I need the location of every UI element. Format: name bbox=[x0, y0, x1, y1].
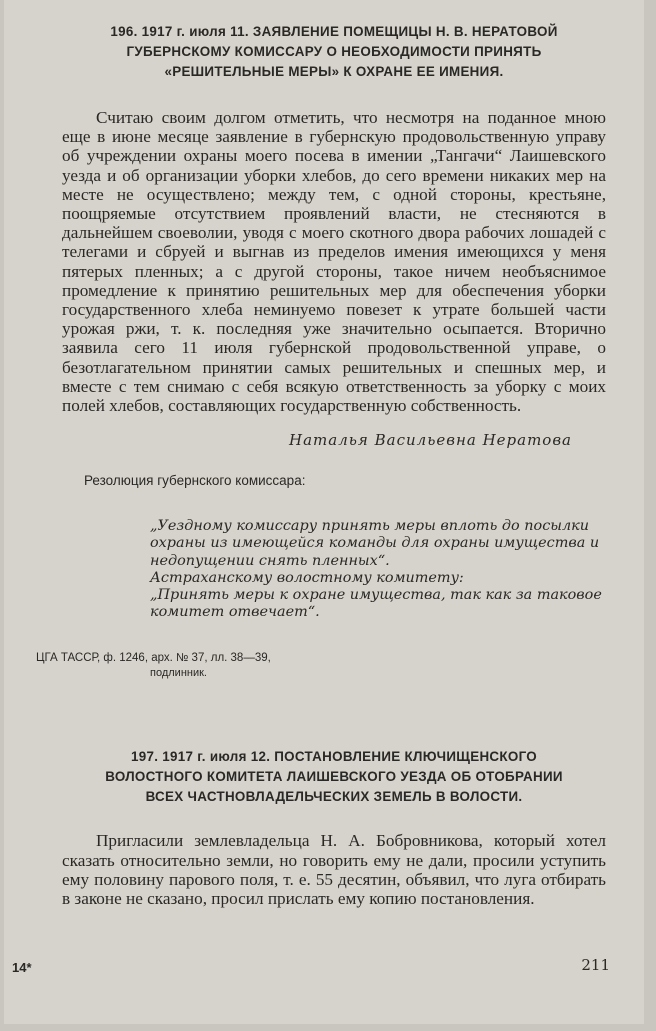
archive-reference bbox=[36, 651, 606, 681]
doc196-body: Считаю своим долгом отметить, что несмотря на поданное мною еще в июне месяце заявление в губернскую продовольственную управу об учреждении охраны моего посева в имении „Тангачи“ Лаишевского уезда и об организации уборки хлебов, до сего времени никаких мер на месте не осуществлено; между тем, с одной стороны, крестьяне, поощряемые отсутствием проявлений власти, не стесняются в дальнейшем своеволии, уводя с моего скотного двора рабочих лошадей с телегами и сбруей и выгнав из пределов имения имеющихся у меня пятерых пленных; а с другой стороны, такое ничем необъяснимое промедление к принятию решительных мер для обеспечения уборки государственного хлеба неминуемо повезет к утрате большей части урожая ржи, т. к. последняя уже значительно осыпается. Вторично заявила сего 11 июля губернской продовольственной управе, о безотлагательном принятии самых решительных и спешных мер, и вместе с тем снимаю с себя всякую ответственность за уборку с моих полей хлебов, составляющих государственную собственность. bbox=[62, 108, 606, 416]
doc197-heading-line: ВСЕХ ЧАСТНОВЛАДЕЛЬЧЕСКИХ ЗЕМЕЛЬ В ВОЛОСТИ. bbox=[145, 789, 523, 805]
doc197-heading bbox=[62, 747, 606, 807]
resolution-line: „Уездному комиссару принять меры вплоть до посылки охраны из имеющейся команды для охраны имущества и недопущении снять пленных“. bbox=[150, 518, 600, 569]
doc196-heading-line: «РЕШИТЕЛЬНЫЕ МЕРЫ» К ОХРАНЕ ЕЕ ИМЕНИЯ. bbox=[164, 64, 504, 79]
resolution-label: Резолюция губернского комиссара: bbox=[84, 473, 306, 489]
document-197 bbox=[62, 747, 606, 908]
doc196-heading-line: ГУБЕРНСКОМУ КОМИССАРУ О НЕОБХОДИМОСТИ ПРИНЯТЬ bbox=[126, 44, 542, 59]
doc196-signature: Наталья Васильевна Нератова bbox=[289, 431, 572, 450]
signature-mark: 14* bbox=[12, 960, 32, 975]
resolution-line: Астраханскому волостному комитету: bbox=[150, 569, 464, 586]
document-page bbox=[4, 0, 644, 1024]
document-196 bbox=[36, 22, 606, 681]
doc196-heading bbox=[62, 22, 606, 82]
page-number: 211 bbox=[581, 956, 610, 974]
doc197-body: Пригласили землевладельца Н. А. Бобровникова, который хотел сказать относительно земли, но говорить ему не дали, просили уступить ему половину парового поля, т. е. 55 десятин, объявил, что луга отбирать в законе не сказано, просил прислать ему копию постановления. bbox=[62, 831, 606, 909]
doc197-heading-line: 197. 1917 г. июля 12. ПОСТАНОВЛЕНИЕ КЛЮЧИЩЕНСКОГО bbox=[130, 749, 538, 765]
archive-line: ЦГА ТАССР, ф. 1246, арх. № 37, лл. 38—39, bbox=[36, 652, 271, 665]
doc196-heading-line: 196. 1917 г. июля 11. ЗАЯВЛЕНИЕ ПОМЕЩИЦЫ Н. В. НЕРАТОВОЙ bbox=[110, 24, 558, 39]
resolution-line: „Принять меры к охране имущества, так как за таковое комитет отвечает“. bbox=[150, 587, 602, 621]
resolution-text bbox=[150, 518, 606, 621]
doc197-heading-line: ВОЛОСТНОГО КОМИТЕТА ЛАИШЕВСКОГО УЕЗДА ОБ ОТОБРАНИИ bbox=[105, 769, 563, 785]
archive-line: подлинник. bbox=[150, 667, 207, 680]
